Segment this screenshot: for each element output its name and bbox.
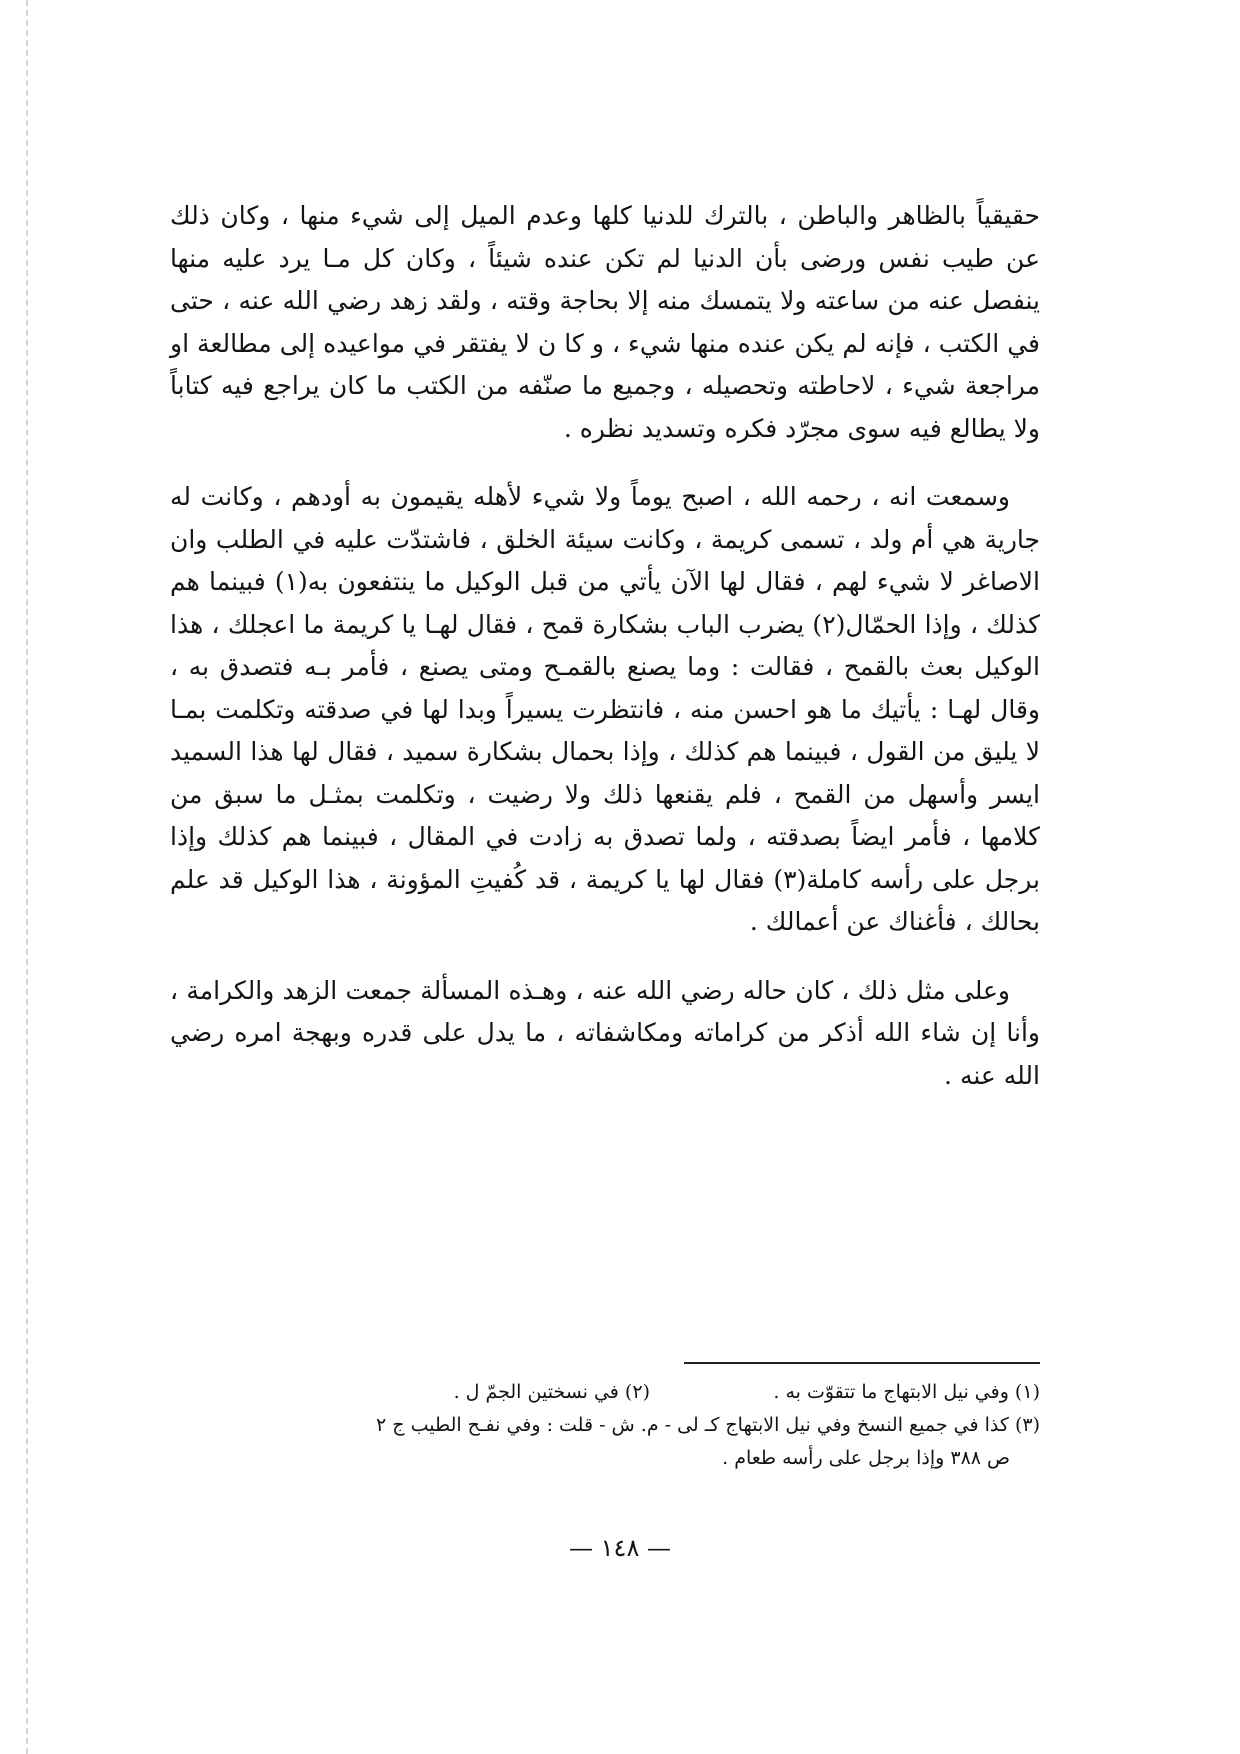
paragraph-2: وسمعت انه ، رحمه الله ، اصبح يوماً ولا شيء لأهله يقيمون به أودهم ، وكانت له جارية هي أم ولد ، تسمى كريمة ، وكانت سيئة الخلق ، فاشتدّت عليه في الطلب وان الاصاغر لا شيء لهم ، فقال لها الآن يأتي من قبل الوكيل ما ينتفعون به(١) فبينما هم كذلك ، وإذا الحمّال(٢) يضرب الباب بشكارة قمح ، فقال لهـا يا كريمة ما اعجلك ، هذا الوكيل بعث بالقمح ، فقالت : وما يصنع بالقمـح ومتى يصنع ، فأمر بـه فتصدق به ، وقال لهـا : يأتيك ما هو احسن منه ، فانتظرت يسيراً وبدا لها في صدقته وتكلمت بمـا لا يليق من القول ، فبينما هم كذلك ، وإذا بحمال بشكارة سميد ، فقال لها هذا السميد ايسر وأسهل من القمح ، فلم يقنعها ذلك ولا رضيت ، وتكلمت بمثـل ما سبق من كلامها ، فأمر ايضاً بصدقته ، ولما تصدق به زادت في المقال ، فبينما هم كذلك وإذا برجل على رأسه كاملة(٣) فقال لها يا كريمة ، قد كُفيتِ المؤونة ، هذا الوكيل قد علم بحالك ، فأغناك عن أعمالك . bbox=[170, 482, 1041, 936]
scan-edge bbox=[26, 0, 28, 1754]
footnote-2: (٢) في نسختين الجمّ ل . bbox=[453, 1381, 650, 1403]
page-number: — ١٤٨ — bbox=[569, 1534, 671, 1562]
footnote-separator bbox=[684, 1362, 1040, 1364]
footnote-3-line-2: ص ٣٨٨ وإذا برجل على رأسه طعام . bbox=[722, 1447, 1010, 1469]
paragraph-3: وعلى مثل ذلك ، كان حاله رضي الله عنه ، وهـذه المسألة جمعت الزهد والكرامة ، وأنا إن شاء الله أذكر من كراماته ومكاشفاته ، ما يدل على قدره وبهجة امره رضي الله عنه . bbox=[170, 975, 1040, 1090]
page-body bbox=[170, 195, 1040, 1097]
footnotes bbox=[170, 1376, 1040, 1475]
footnote-3-line-1: (٣) كذا في جميع النسخ وفي نيل الابتهاج كـ لى - م. ش - قلت : وفي نفـح الطيب ج ٢ bbox=[376, 1414, 1040, 1436]
footnote-1: (١) وفي نيل الابتهاج ما تتقوّت به . bbox=[773, 1381, 1040, 1403]
paragraph-1: حقيقياً بالظاهر والباطن ، بالترك للدنيا كلها وعدم الميل إلى شيء منها ، وكان ذلك عن طيب نفس ورضى بأن الدنيا لم تكن عنده شيئاً ، وكان كل مـا يرد عليه منها ينفصل عنه من ساعته ولا يتمسك منه إلا بحاجة وقته ، ولقد زهد رضي الله عنه ، حتى في الكتب ، فإنه لم يكن عنده منها شيء ، و كا ن لا يفتقر في مواعيده إلى مطالعة او مراجعة شيء ، لاحاطته وتحصيله ، وجميع ما صنّفه من الكتب ما كان يراجع فيه كتاباً ولا يطالع فيه سوى مجرّد فكره وتسديد نظره . bbox=[170, 201, 1040, 443]
footnote-row-1 bbox=[170, 1376, 1040, 1409]
